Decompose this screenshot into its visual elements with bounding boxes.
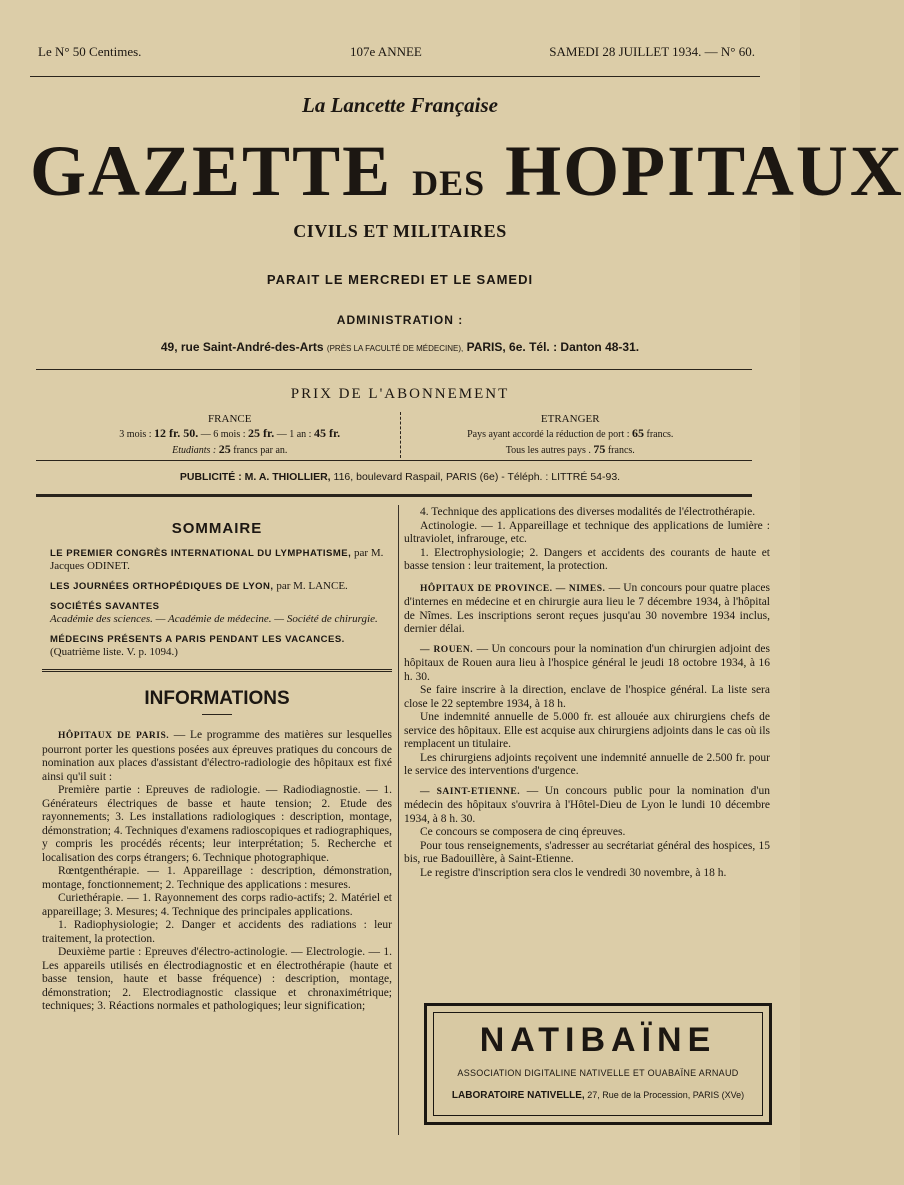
left-column [42,520,392,1014]
ad-subtitle: ASSOCIATION DIGITALINE NATIVELLE ET OUABAÏNE ARNAUD [457,1068,739,1078]
sommaire-title: SOMMAIRE [171,520,263,537]
paragraph: — ROUEN. — Un concours pour la nomination d'un chirurgien adjoint des hôpitaux de Rouen aura lieu à l'hospice général le jeudi 18 octobre 1934, à 16 h. 30. [404,642,770,683]
paragraph: Se faire inscrire à la direction, enclave de l'hospice général. La liste sera close le 22 septembre 1934, à 18 h. [404,684,770,710]
publicite-line: PUBLICITÉ : M. A. THIOLLIER, 116, boulevard Raspail, PARIS (6e) - Téléph. : LITTRÉ 54-93. [179,471,621,483]
header-rule [30,76,760,77]
sommaire-rule [42,669,392,672]
issue-price: Le N° 50 Centimes. [38,44,142,59]
administration-label: ADMINISTRATION : [336,313,464,327]
abonnement-rule [36,460,752,461]
paragraph: Actinologie. — 1. Appareillage et technique des applications de lumière : ultraviolet, infrarouge, etc. [404,519,770,545]
paragraph: Les chirurgiens adjoints reçoivent une indemnité annuelle de 2.500 fr. pour le service des interventions d'urgence. [404,751,770,777]
paragraph: Pour tous renseignements, s'adresser au secrétariat général des hospices, 15 bis, rue Badouillère, à Saint-Etienne. [404,839,770,865]
paragraph: Rœntgenthérapie. — 1. Appareillage : description, démonstration, montage, fonctionnement; 2. Technique des applications : mesures. [42,865,392,891]
informations-body [42,729,392,1014]
column-divider [398,505,399,1135]
paragraph: Le registre d'inscription sera clos le vendredi 30 novembre, à 18 h. [420,866,727,879]
ad-laboratory: LABORATOIRE NATIVELLE, 27, Rue de la Procession, PARIS (XVe) [451,1090,745,1101]
masthead-subtitle: La Lancette Française [302,93,498,117]
paragraph: 1. Electrophysiologie; 2. Dangers et accidents des courants de haute et basse tension : leur traitement, la protection. [404,546,770,572]
advertisement-frame [433,1012,763,1116]
paragraph: Deuxième partie : Epreuves d'électro-actinologie. — Electrologie. — 1. Les appareils utilisés en électrodiagnostic et en électrothérapie (haute et basse tension, haute et basse fréquence) : description, montage, démonstration; 2. Electrodiagnostic classique et chronaximétrique; techniques; 3. Réactions normales et pathologiques; leur signification; [42,946,392,1012]
abonnement-france: FRANCE 3 mois : 12 fr. 50. — 6 mois : 25 fr. — 1 an : 45 fr. Etudiants : 25 francs par an. [60,412,401,458]
paragraph: 4. Technique des applications des diverses modalités de l'électrothérapie. [420,506,756,518]
masthead-title-des: DES [412,163,486,203]
paragraph: — SAINT-ETIENNE. — Un concours public pour la nomination d'un médecin des hôpitaux s'ouvrira à l'Hôtel-Dieu de Lyon le lundi 10 décembre 1934, à 8 h. 30. [404,784,770,825]
abonnement-title: PRIX DE L'ABONNEMENT [290,386,510,402]
ad-title: NATIBAÏNE [479,1021,717,1059]
paragraph: HÔPITAUX DE PROVINCE. — NIMES. — Un concours pour quatre places d'internes en médecine et en chirurgie aura lieu le 7 décembre 1934, à l'hôpital de Nîmes. Les inscriptions seront reçues jusqu'au 30 novembre 1934 inclus, dernier délai. [404,581,770,635]
issue-year: 107e ANNEE [350,44,422,59]
paragraph: Première partie : Epreuves de radiologie. — Radiodiagnostie. — 1. Générateurs électriques de basse et haute tension; 2. Etude des rayonnements; 3. Les installations radiologiques : description, montage, démonstration; 4. Techniques d'examens radioscopiques et radiographiques, y compris les procédés récents; leur interprétation; 5. Recherche et localisation des corps étrangers; 6. Technique photographique. [42,784,392,864]
paragraph: Une indemnité annuelle de 5.000 fr. est allouée aux chirurgiens chefs de service des hôpitaux. Elle est acquise aux chirurgiens adjoints dans le cas où ils remplacent un titulaire. [404,711,770,750]
address-rule [36,369,752,370]
masthead-title-gazette: GAZETTE [30,131,393,211]
header-line [38,44,755,60]
publication-days: PARAIT LE MERCREDI ET LE SAMEDI [266,272,534,287]
masthead-title [30,130,904,213]
masthead-civils: CIVILS ET MILITAIRES [293,221,507,241]
sommaire-item: SOCIÉTÉS SAVANTES Académie des sciences. — Académie de médecine. — Société de chirurgie. [50,601,378,625]
right-column [404,506,770,880]
abonnement-table [60,412,740,458]
informations-rule [202,714,232,715]
masthead-title-hopitaux: HOPITAUX [505,131,904,211]
publicite-rule [36,494,752,497]
paragraph: Curiethérapie. — 1. Rayonnement des corps radio-actifs; 2. Matériel et appareillage; 3. Mesures; 4. Technique des principales applications. [42,892,392,918]
abonnement-etranger: ETRANGER Pays ayant accordé la réduction de port : 65 francs. Tous les autres pays . 75 francs. [467,413,674,456]
sommaire-item: LE PREMIER CONGRÈS INTERNATIONAL DU LYMPHATISME, par M. Jacques ODINET. [50,547,384,572]
natibaine-advertisement [424,1003,772,1125]
sommaire-item: LES JOURNÉES ORTHOPÉDIQUES DE LYON, par M. LANCE. [50,580,348,592]
issue-date: SAMEDI 28 JUILLET 1934. — N° 60. [549,44,755,59]
informations-title: INFORMATIONS [144,688,290,709]
paragraph: HÔPITAUX DE PARIS. — Le programme des matières sur lesquelles pourront porter les questions posées aux épreuves pratiques du concours de nomination aux places d'assistant d'électro-radiologie des hôpitaux est fixé ainsi qu'il suit : [42,729,392,783]
paragraph: 1. Radiophysiologie; 2. Danger et accidents des radiations : leur traitement, la protection. [42,919,392,945]
administration-address: 49, rue Saint-André-des-Arts (PRÈS LA FACULTÉ DE MÉDECINE), PARIS, 6e. Tél. : Danton 48-31. [160,340,640,354]
paragraph: Ce concours se composera de cinq épreuves. [420,826,626,838]
sommaire-item: MÉDECINS PRÉSENTS A PARIS PENDANT LES VACANCES. (Quatrième liste. V. p. 1094.) [50,634,345,658]
